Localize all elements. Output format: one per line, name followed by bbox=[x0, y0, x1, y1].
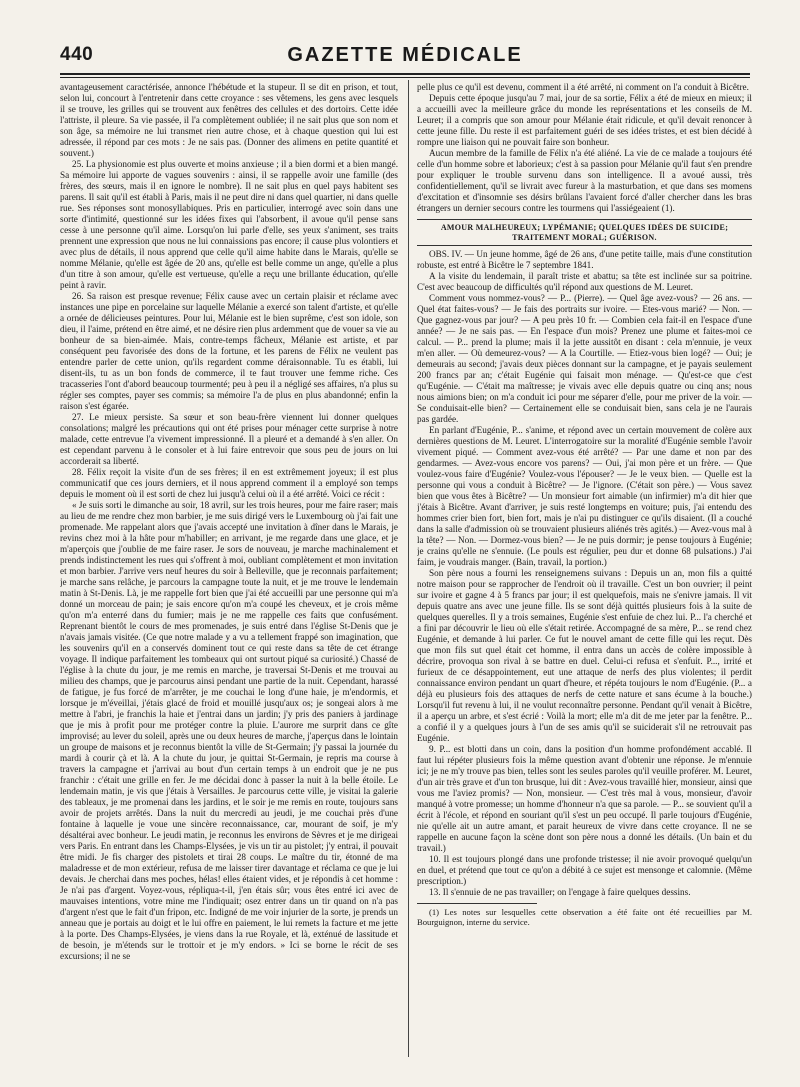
paragraph: Son père nous a fourni les renseignemens suivans : Depuis un an, mon fils a quitté notre maison pour se rapprocher de l'endroit où il travaille. C'est un bon ouvrier; il peint sur ivoire et gagne 4 à 5 francs par jour; il est quelquefois, mais ne s'enivre jamais. Il vit depuis quatre ans avec une jeune fille. Ils se sont déjà quittés plusieurs fois à la suite de quelques querelles. Il y a trois semaines, Eugénie s'est enfuie de chez lui. P... l'a cherché et a fini par découvrir le lieu où elle s'était retirée. Accompagné de sa mère, P... se rend chez Eugénie, et demande à lui parler. Ce fut le nouvel amant de cette fille qui les reçut. Dès que mon fils sut quel était cet homme, il entra dans un accès de colère impossible à décrire, provoqua son rival à se battre en duel. Celui-ci refusa et s'enfuit. P..., irrité et furieux de ce désappointement, eut une attaque de nerfs des plus violentes; il perdit connaissance environ pendant un quart d'heure, et répéta toujours le nom d'Eugénie. (P... a déjà eu plusieurs fois des attaques de nerfs de cette nature et sans écume à la bouche.) Lorsqu'il fut revenu à lui, il ne voulut reconnaître personne. Pendant qu'il venait à Bicêtre, il a aperçu un arbre, et s'est écrié : Voilà la mort; elle m'a dit de me jeter par la fenêtre. P... a confié il y a quelques jours à l'un de ses amis qu'il se suiciderait s'il ne retrouvait pas Eugénie. bbox=[417, 568, 752, 743]
paragraph: 13. Il s'ennuie de ne pas travailler; on l'engage à faire quelques dessins. bbox=[429, 887, 691, 897]
paragraph: 25. La physionomie est plus ouverte et moins anxieuse ; il a bien dormi et a bien mangé. Sa mémoire lui apporte de vagues souvenirs : ainsi, il se rappelle avoir une famille (des frères, des sœurs, mais il en ignore le nombre). Il ne sait plus en quel pays habitent ses parens. Il sait qu'il est établi à Paris, mais il ne peut dire ni dans quel quartier, ni dans quelle rue. Ses réponses sont monosyllabiques. Pris en particulier, interrogé avec soin dans une sorte d'intimité, questionné sur les idées fixes qui l'absorbent, il avoue qu'il pense sans cesse à une personne qu'il aime. Lorsqu'on lui parle d'elle, ses yeux s'animent, ses traits prennent une expression que nous ne lui connaissions pas encore; il cause plus volontiers et avec plus de détails, il nous apprend que celle qu'il aime habite dans le Marais, qu'elle se nomme Mélanie, qu'elle est âgée de 20 ans, qu'elle est belle comme un ange, qu'elle a plus d'un titre à son amour, qu'elle est vertueuse, qu'elle a reçu une brillante éducation, qu'elle peint à ravir. bbox=[60, 159, 398, 290]
journal-title: GAZETTE MÉDICALE bbox=[287, 44, 523, 66]
section-heading: AMOUR MALHEUREUX; LYPÉMANIE; QUELQUES IDÉES DE SUICIDE; TRAITEMENT MORAL; GUÉRISON. bbox=[440, 223, 729, 242]
paragraph: pelle plus ce qu'il est devenu, comment il a été arrêté, ni comment on l'a conduit à Bicêtre. bbox=[417, 82, 749, 92]
page-number: 440 bbox=[60, 44, 94, 65]
column-divider bbox=[408, 80, 409, 1057]
paragraph: Aucun membre de la famille de Félix n'a été aliéné. La vie de ce malade a toujours été celle d'un homme sobre et laborieux; c'est à sa passion pour Mélanie qu'il faut s'en prendre pour expliquer le trouble survenu dans son intelligence. Il a avoué aussi, très confidentiellement, qu'il se livrait avec fureur à la masturbation, et que dans ses momens d'excitation et d'insomnie ses désirs brûlans l'avaient forcé d'aller chercher dans les bras étrangers un dernier secours contre les tourmens qui l'assiégeaient (1). bbox=[417, 148, 752, 213]
paragraph: avantageusement caractérisée, annonce l'hébétude et la stupeur. Il se dit en prison, et tout, selon lui, concourt à l'entretenir dans cette croyance : ses vêtemens, les gens avec lesquels il se trouve, les grilles qui se trouvent aux fenêtres des cellules et des dortoirs. Cette idée l'attriste, il pleure. Sa vie passée, il l'a complètement oubliée; il ne sait plus que son nom et son âge, sa mémoire ne lui transmet rien autre chose, et à chaque question qui lui est adressée, il répond par ces mots : Je ne sais pas. (Donner des alimens en petite quantité et souvent.) bbox=[60, 82, 398, 158]
paragraph: OBS. IV. — Un jeune homme, âgé de 26 ans, d'une petite taille, mais d'une constitution robuste, est entré à Bicêtre le 7 septembre 1841. bbox=[417, 249, 752, 270]
section-rule bbox=[417, 245, 752, 246]
paragraph: A la visite du lendemain, il paraît triste et abattu; sa tête est inclinée sur sa poitrine. C'est avec beaucoup de difficultés qu'il répond aux questions de M. Leuret. bbox=[417, 271, 752, 292]
header-rule bbox=[60, 73, 750, 75]
paragraph-narrative: « Je suis sorti le dimanche au soir, 18 avril, sur les trois heures, pour me faire raser; mais au lieu de me rendre chez mon barbier, je me suis dirigé vers le Luxembourg où j'ai fait une promenade. Me rappelant alors que j'avais accepté une invitation à dîner dans le Marais, je revins chez moi à la hâte pour m'habiller; en arrivant, je me regarde dans une glace, et je m'aperçois que j'oublie de me faire raser. Je sors de nouveau, je marche machinalement et prends indistinctement les rues qui s'offrent à moi, oubliant complètement et mon invitation et mon barbier. J'arrive vers neuf heures du soir à Belleville, que je reconnais parfaitement; je marche sans relâche, je parcours la campagne toute la nuit, et je me trouve le lendemain matin à St-Denis. Là, je me rappelle fort bien que j'ai été accueilli par une personne qui m'a donné un morceau de pain; je sais encore qu'on m'a coupé les cheveux, et je crois même qu'on m'a enterré dans du fumier; mais je ne me rappelle ces faits que confusément. Reprenant bientôt le cours de mes promenades, je suis entré dans l'église St-Denis que je n'avais jamais visitée. (Ce que notre malade y a vu a tellement frappé son imagination, que les souvenirs qu'il en a conservés dominent tout ce qui reste dans sa tête de cet étrange voyage. Il indique parfaitement les tombeaux qui ont surtout piqué sa curiosité.) Chassé de l'église à la chute du jour, je me remis en marche, je traversai St-Denis et me trouvai au milieu des champs, que je parcourus ainsi pendant une partie de la nuit. Cependant, harassé de fatigue, je fus forcé de m'arrêter, je me couchai le long d'une haie, je m'endormis, et lorsque je m'éveillai, j'étais glacé de froid et mouillé jusqu'aux os; je songeai alors à me mettre à l'abri, je franchis la haie et j'entrai dans un jardin; j'y pris des paniers à jardinage que je mis à profit pour me protéger contre la pluie. L'aurore me surprit dans ce gîte improvisé; au lever du soleil, après une ou deux heures de marche, j'aperçus dans le lointain un groupe de maisons et je reconnus bientôt la ville de St-Germain; j'y passai la journée du mardi à courir çà et là. A la chute du jour, je quittai St-Germain, je repris ma course à travers la campagne et j'arrivai au bout d'un certain temps à un endroit que je ne pus franchir : c'était une grille en fer. Je me décidai donc à passer la nuit à la belle étoile. Le lendemain matin, je vis que j'étais à Versailles. Je parcourus cette ville, je visitai la galerie des tableaux, je me promenai dans les jardins, et le soir je me remis en route, toujours sans avoir de projets arrêtés. Dans la nuit du mercredi au jeudi, je me couchai près d'une fontaine à laquelle je voue une sincère reconnaissance, car, mourant de soif, je m'y désaltérai avec bonheur. Le jeudi matin, je reconnus les environs de Sèvres et je me dirigeai vers Paris. En entrant dans les Champs-Elysées, je vis un tir au pistolet; j'y entrai, il pouvait être midi. Je fis charger des pistolets et tirai 28 coups. Le maître du tir, étonné de ma maladresse et de mon extérieur, refusa de me laisser tirer davantage et réclama ce que je lui devais. Je cherchai dans mes poches, hélas! elles étaient vides, et je répondis à cet homme : Je n'ai pas d'argent. Voyez-vous, répliqua-t-il, j'en étais sûr; vous êtes entré ici avec de mauvaises intentions, votre mine me l'indiquait; osez entrer dans un tir quand on n'a pas d'argent n'est que le fait d'un fripon, etc. Indigné de me voir injurier de la sorte, je prends un anneau que je portais au doigt et le lui offre en paiement, le lui remets la facture et me jette à la porte. Des Champs-Elysées, je viens dans la rue Royale, et là, exténué de lassitude et de besoin, je m'étends sur le trottoir et je m'y endors. » Ici se borne le récit de ses excursions; il ne se bbox=[60, 500, 398, 961]
page-header bbox=[60, 44, 750, 72]
footnote-rule bbox=[417, 903, 537, 904]
paragraph: 28. Félix reçoit la visite d'un de ses frères; il en est extrêmement joyeux; il est plus communicatif que ces jours derniers, et il nous apprend comment il a employé son temps depuis le moment où il est sorti de chez lui jusqu'à celui où il a été arrêté. Voici ce récit : bbox=[60, 467, 398, 499]
paragraph: 9. P... est blotti dans un coin, dans la position d'un homme profondément accablé. Il faut lui répéter plusieurs fois la même question avant d'obtenir une réponse. Je m'ennuie ici; je ne m'y trouve pas bien, telles sont les seules paroles qu'il veuille proférer. M. Leuret, d'un air très grave et d'un ton brusque, lui dit : Avez-vous travaillé hier, monsieur, ainsi que vous me l'aviez promis? — Non, monsieur. — C'est très mal à vous, monsieur, d'avoir manqué à votre promesse; un homme d'honneur n'a que sa parole. — P... se souvient qu'il a écrit à l'école, et répond en souriant qu'il s'est un peu occupé. Il parle toujours d'Eugénie, nie qu'elle ait un autre amant, et parait heureux de vivre dans cette croyance. Il ne se rappelle en aucune façon la scène dont son père nous a donné les détails. (Un bain et du travail.) bbox=[417, 744, 752, 853]
right-column bbox=[417, 82, 752, 1059]
paragraph: En parlant d'Eugénie, P... s'anime, et répond avec un certain mouvement de colère aux dernières questions de M. Leuret. L'interrogatoire sur la moralité d'Eugénie semble l'avoir vivement piqué. — Comment avez-vous été arrêté? — Par une dame et non par des gendarmes. — Avez-vous encore vos parens? — Oui, j'ai mon père et un frère. — Que voulez-vous faire d'Eugénie? Voulez-vous l'épouser? — Je le veux bien. — Quelle est la personne qui vous a conduit à Bicêtre? — Je l'ignore. (C'était son père.) — Vous savez bien que vous êtes à Bicêtre? — Un monsieur fort aimable (un infirmier) m'a dit hier que j'étais à Bicêtre. Avant d'arriver, je suis resté longtemps en voiture; puis, j'ai entendu des hommes crier bien fort, bien fort, mais je n'ai pu distinguer ce qu'ils disaient. (Il a couché dans la salle d'admission où se trouvaient plusieurs aliénés très agités.) — Avez-vous mal à la tête? — Non. — Dormez-vous bien? — Je ne puis dormir; je pense toujours à Eugénie; je crains qu'elle ne s'ennuie. (Le pouls est régulier, peu dur et donne 68 pulsations.) J'ai faim, je voudrais manger. (Bain, travail, la portion.) bbox=[417, 425, 752, 567]
paragraph: Depuis cette époque jusqu'au 7 mai, jour de sa sortie, Félix a été de mieux en mieux; il a accueilli avec la meilleure grâce du monde les représentations et les conseils de M. Leuret; il a compris que son amour pour Mélanie était ridicule, et qu'il devait renoncer à cette jeune fille. Du reste il est parfaitement guéri de ses idées tristes, et est bien décidé à rompre une liaison qui ne pouvait faire son bonheur. bbox=[417, 93, 752, 147]
paragraph: 27. Le mieux persiste. Sa sœur et son beau-frère viennent lui donner quelques consolations; malgré les précautions qui ont été prises pour ménager cette surprise à notre malade, cette entrevue l'a vivement impressionné. Il a pleuré et a demandé à s'en aller. On est cependant parvenu à le consoler et à lui faire entrevoir que sous peu de jours on lui accorderait sa liberté. bbox=[60, 412, 398, 466]
footnote: (1) Les notes sur lesquelles cette observation a été faite ont été recueillies par M. Bourguignon, interne du service. bbox=[417, 907, 752, 927]
left-column bbox=[60, 82, 398, 1059]
paragraph: 26. Sa raison est presque revenue; Félix cause avec un certain plaisir et réclame avec instances une pipe en porcelaine sur laquelle Mélanie a exercé son talent d'artiste, et qu'elle a ornée de délicieuses peintures. Pour lui, Mélanie est le bien suprême, c'est son idole, son dieu, il l'aime, prétend en être aimé, et ne désire rien plus ardemment que de vouer sa vie au bonheur de sa bien-aimée. Mais, contre-temps fâcheux, Mélanie est artiste, et par conséquent peu favorisée des dons de la fortune, et les parens de Félix ne veulent pas entendre parler de cette union, qu'ils regardent comme déraisonnable. Tu es établi, lui disent-ils, tu as un bon fonds de commerce, il te faut trouver une femme riche. Ces tracasseries l'ont d'abord beaucoup tourmenté; peu à peu il a négligé ses affaires, n'a plus su régler ses comptes, payer ses commis; sa mémoire l'a de plus en plus abandonné; enfin la raison s'est égarée. bbox=[60, 291, 398, 411]
paragraph: Comment vous nommez-vous? — P... (Pierre). — Quel âge avez-vous? — 26 ans. — Quel état faites-vous? — Je fais des portraits sur ivoire. — Etes-vous marié? — Non. — Que gagnez-vous par jour? — A peu près 10 fr. — Combien cela fait-il en l'espace d'une année? — Je ne sais pas. — En l'espace d'un mois? Prenez une plume et faites-moi ce calcul. — P... prend la plume; mais il la jette aussitôt en disant : cela m'ennuie, je veux m'en aller. — Où demeurez-vous? — A la Courtille. — Etiez-vous bien logé? — Oui; je demeurais au second; j'avais deux pièces donnant sur la campagne, et je payais seulement 200 francs par an; c'était Eugénie qui faisait mon ménage. — Qu'est-ce que c'est qu'Eugénie. — C'était ma maîtresse; je vivais avec elle depuis quatre ou cinq ans; nous nous aimions bien; on m'a conduit ici pour me séparer d'elle, pour me priver de la voir. — Se conduisait-elle bien? — Certainement elle se conduisait bien, sans cela je ne l'aurais pas gardée. bbox=[417, 293, 752, 424]
paragraph: 10. Il est toujours plongé dans une profonde tristesse; il nie avoir provoqué quelqu'un en duel, et prétend que tout ce qu'on a débité à ce sujet est mensonge et calomnie. (Même prescription.) bbox=[417, 854, 752, 886]
section-rule bbox=[417, 219, 752, 220]
header-rule-thin bbox=[60, 77, 750, 78]
